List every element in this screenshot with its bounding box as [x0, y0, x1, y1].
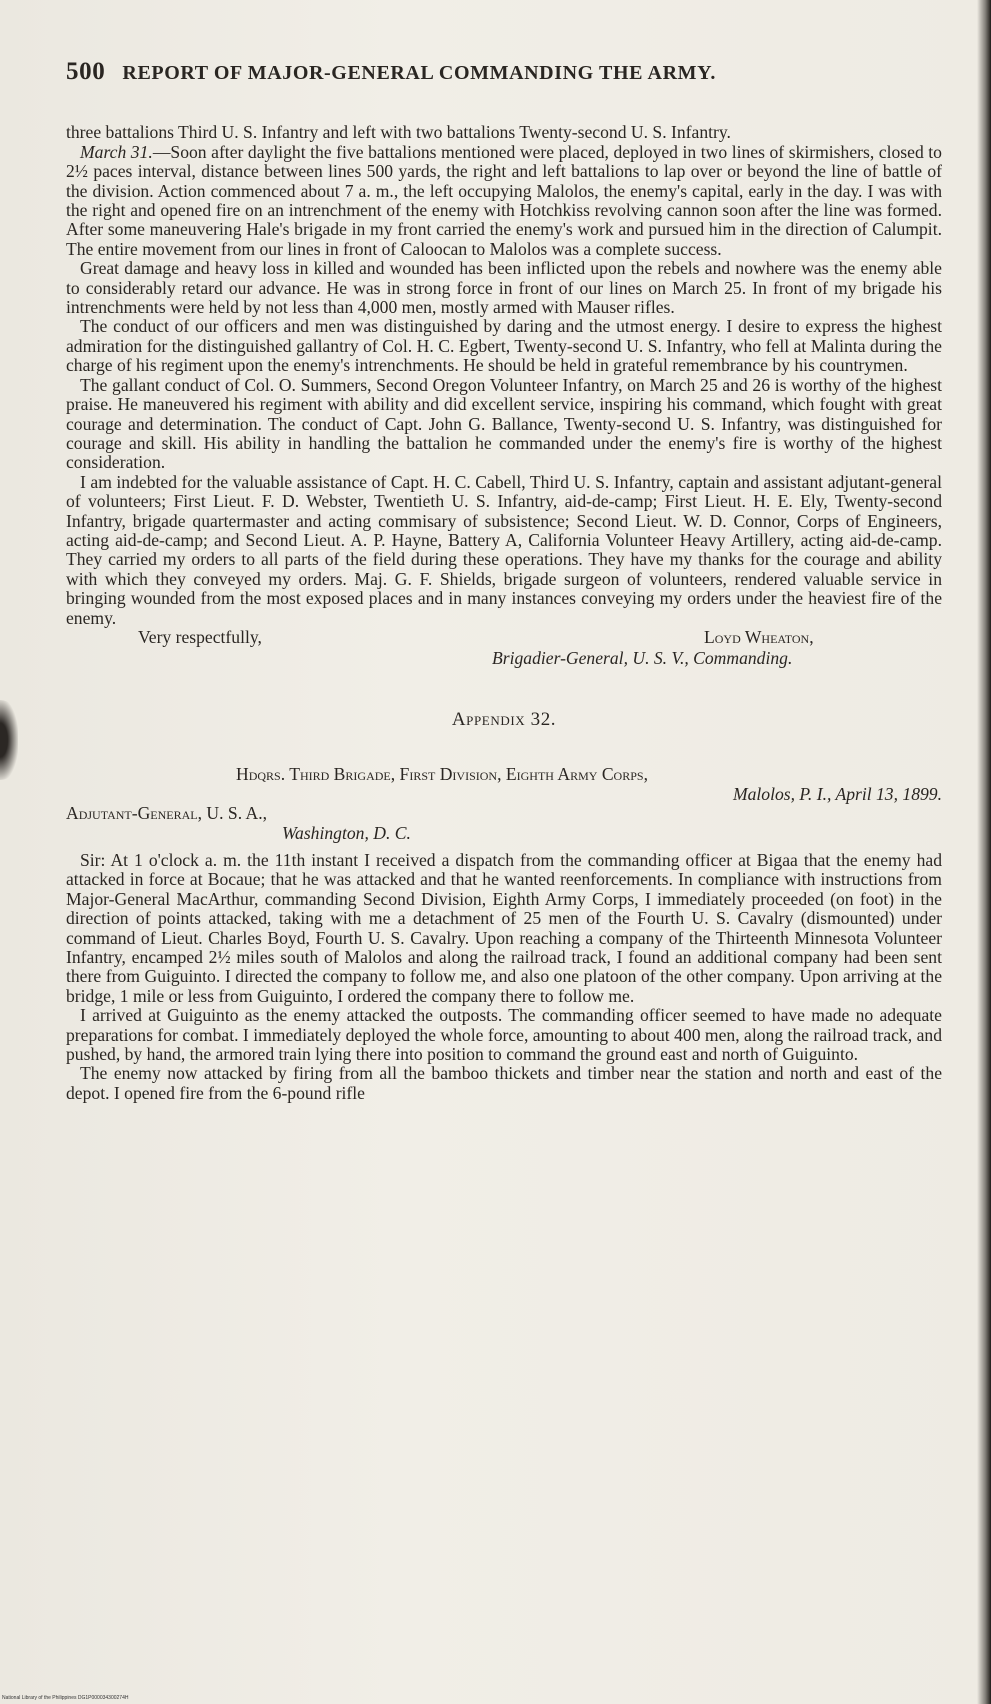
- place-date: Malolos, P. I., April 13, 1899.: [732, 783, 942, 804]
- signature: Loyd Wheaton,: [704, 626, 814, 647]
- running-header: [66, 58, 942, 85]
- paragraph-continuation: three battalions Third U. S. Infantry and left with two battalions Twenty-second U. S. Infantry.: [66, 122, 731, 143]
- paragraph-guiguinto: I arrived at Guiguinto as the enemy attacked the outposts. The commanding officer seemed to have made no adequate preparations for combat. I immediately deployed the whole force, amounting to about 400 men, along the railroad track, and pushed, by hand, the armored train lying there into position to command the ground east and north of Guiguinto.: [66, 1005, 942, 1065]
- paragraph-text: Soon after daylight the five battalions mentioned were placed, deployed in two lines of skirmishers, closed to 2½ paces interval, distance between lines 500 yards, the right and left battalions to lap over or beyond the line of battle of the division. Action commenced about 7 a. m., the left occupying Malolos, the enemy's capital, early in the day. I was with the right and opened fire on an intrenchment of the enemy with Hotchkiss revolving cannon soon after the line was formed. After some maneuvering Hale's brigade in my front carried the enemy's work and pursued him in the direction of Calumpit. The entire movement from our lines in front of Caloocan to Malolos was a complete success.: [66, 141, 942, 259]
- addressee: Adjutant-General, U. S. A.,: [66, 803, 268, 824]
- closing-block: [66, 628, 942, 670]
- ink-blot: [0, 700, 18, 780]
- page-number: 500: [66, 58, 106, 85]
- paragraph-enemy-attack: The enemy now attacked by firing from all the bamboo thickets and timber near the station and north and east of the depot. I opened fire from the 6-pound rifle: [66, 1063, 942, 1103]
- paragraph-sir: Sir: At 1 o'clock a. m. the 11th instant I received a dispatch from the commanding officer at Bigaa that the enemy had attacked in force at Bocaue; that he was attacked and that he wanted reenforcements. In compliance with instructions from Major-General MacArthur, commanding Second Division, Eighth Army Corps, I immediately proceeded (on foot) in the direction of points attacked, taking with me a detachment of 25 men of the Fourth U. S. Cavalry (dismounted) under command of Lieut. Charles Boyd, Fourth U. S. Cavalry. Upon reaching a company of the Thirteenth Minnesota Volunteer Infantry, encamped 2½ miles south of Malolos and along the railroad track, I found an additional company had been sent there from Guiguinto. I directed the company to follow me, and also one platoon of the other company. Upon arriving at the bridge, 1 mile or less from Guiguinto, I ordered the company there to follow me.: [66, 850, 942, 1006]
- paragraph-conduct: The conduct of our officers and men was distinguished by daring and the utmost energy. I desire to express the highest admiration for the distinguished gallantry of Col. H. C. Egbert, Twenty-second U. S. Infantry, who fell at Malinta during the charge of his regiment upon the enemy's intrenchments. He should be held in grateful remembrance by his countrymen.: [66, 316, 942, 376]
- paragraph-summers: The gallant conduct of Col. O. Summers, Second Oregon Volunteer Infantry, on March 25 and 26 is worthy of the highest praise. He maneuvered his regiment with ability and did excellent service, inspiring his command, which fought with great courage and determination. The conduct of Capt. John G. Ballance, Twenty-second U. S. Infantry, was distinguished for courage and skill. His ability in handling the battalion he commanded under the enemy's fire is worthy of the highest consideration.: [66, 374, 942, 473]
- page-edge-shadow: [977, 0, 991, 1704]
- date-march-31: March 31.: [80, 141, 153, 162]
- headquarters-line: Hdqrs. Third Brigade, First Division, Eighth Army Corps,: [236, 764, 648, 785]
- paragraph-damage: Great damage and heavy loss in killed and wounded has been inflicted upon the rebels and nowhere was the enemy able to considerably retard our advance. He was in strong force in front of our lines on March 25. In front of my brigade his intrenchments were held by not less than 4,000 men, mostly armed with Mauser rifles.: [66, 258, 942, 318]
- addressee-city: Washington, D. C.: [282, 822, 411, 843]
- scan-footer: National Library of the Philippines DG1P000034300274H: [2, 1695, 129, 1701]
- valediction: Very respectfully,: [138, 626, 262, 647]
- paragraph-march-31: March 31.—Soon after daylight the five battalions mentioned were placed, deployed in two lines of skirmishers, closed to 2½ paces interval, distance between lines 500 yards, the right and left battalions to lap over or beyond the line of battle of the division. Action commenced about 7 a. m., the left occupying Malolos, the enemy's capital, early in the day. I was with the right and opened fire on an intrenchment of the enemy with Hotchkiss revolving cannon soon after the line was formed. After some maneuvering Hale's brigade in my front carried the enemy's work and pursued him in the direction of Calumpit. The entire movement from our lines in front of Caloocan to Malolos was a complete success.: [66, 141, 942, 259]
- signature-rank: Brigadier-General, U. S. V., Commanding.: [492, 647, 793, 668]
- paragraph-acknowledgments: I am indebted for the valuable assistance of Capt. H. C. Cabell, Third U. S. Infantry, captain and assistant adjutant-general of volunteers; First Lieut. F. D. Webster, Twentieth U. S. Infantry, aid-de-camp; First Lieut. H. E. Ely, Twenty-second Infantry, brigade quartermaster and acting commisary of subsistence; Second Lieut. W. D. Connor, Corps of Engineers, acting aid-de-camp; and Second Lieut. A. P. Hayne, Battery A, California Volunteer Heavy Artillery, acting aid-de-camp. They carried my orders to all parts of the field during these operations. They have my thanks for the courage and ability with which they conveyed my orders. Maj. G. F. Shields, brigade surgeon of volunteers, rendered valuable service in bringing wounded from the most exposed places and in many instances conveying my orders under the heaviest fire of the enemy.: [66, 471, 942, 628]
- page-text: [66, 58, 942, 1103]
- appendix-heading: Appendix 32.: [451, 708, 557, 730]
- running-title: REPORT OF MAJOR-GENERAL COMMANDING THE ARMY.: [122, 62, 716, 84]
